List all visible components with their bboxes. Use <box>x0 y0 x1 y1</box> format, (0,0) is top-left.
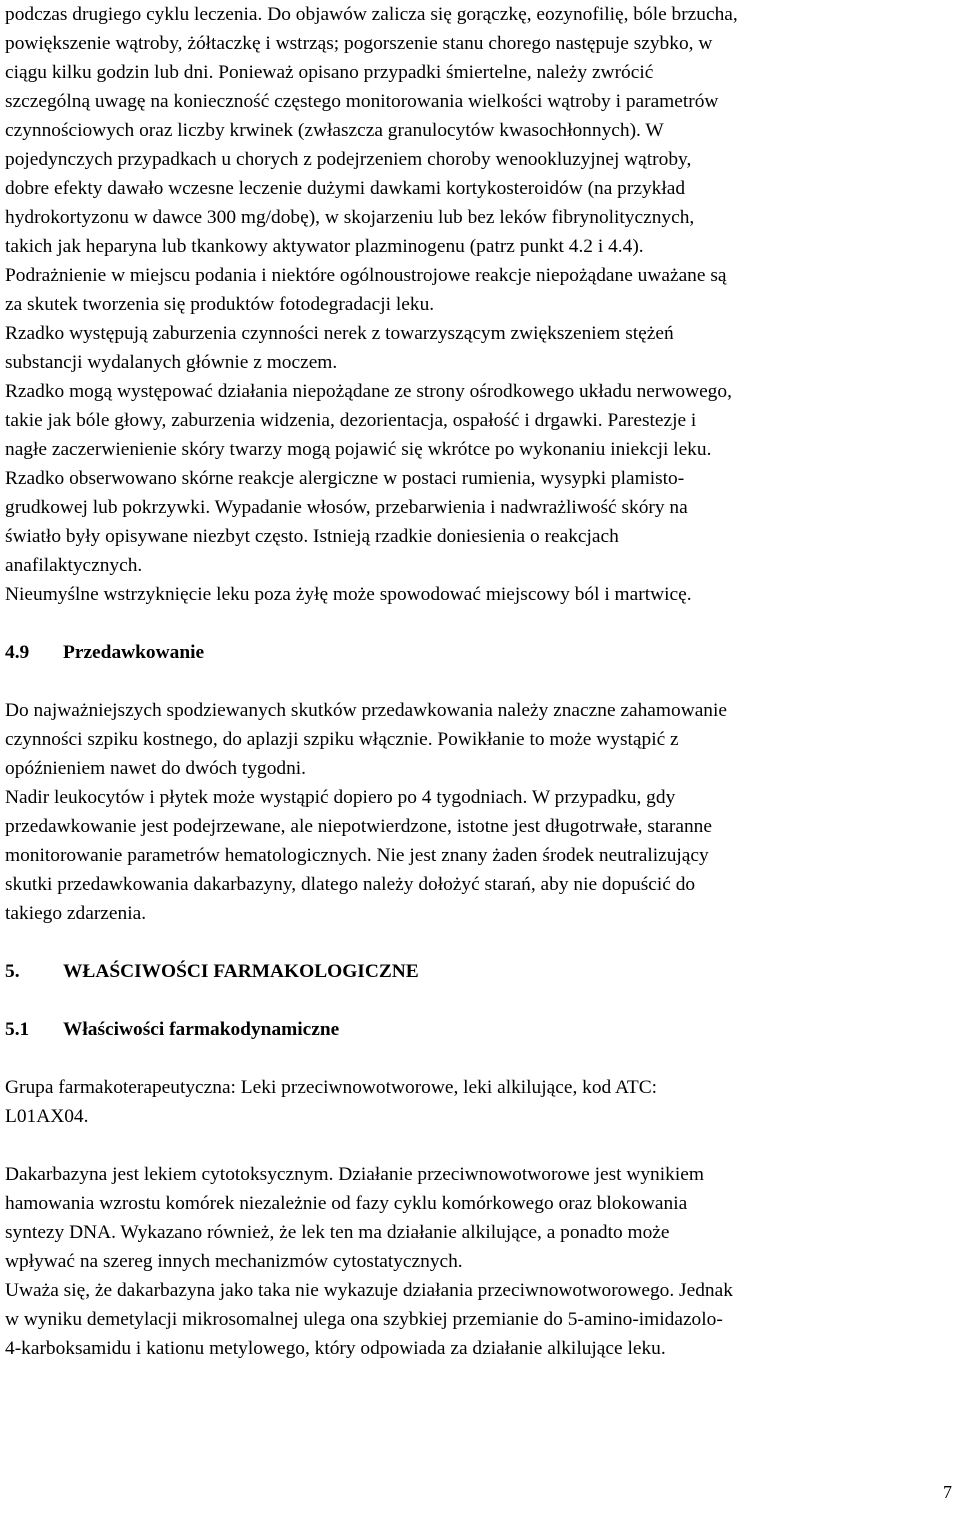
paragraph <box>5 0 955 261</box>
paragraph-spacer <box>5 928 955 957</box>
paragraph <box>5 1276 955 1363</box>
text-line: takie jak bóle głowy, zaburzenia widzenia, dezorientacja, ospałość i drgawki. Parestezje i <box>5 410 697 431</box>
section-number: 5.1 <box>5 1019 30 1040</box>
text-line: Dakarbazyna jest lekiem cytotoksycznym. Działanie przeciwnowotworowe jest wynikiem <box>5 1164 704 1185</box>
paragraph <box>5 696 955 783</box>
section-number: 4.9 <box>5 642 30 663</box>
text-line: wpływać na szereg innych mechanizmów cytostatycznych. <box>5 1251 463 1272</box>
text-line: syntezy DNA. Wykazano również, że lek ten ma działanie alkilujące, a ponadto może <box>5 1222 670 1243</box>
text-line: za skutek tworzenia się produktów fotodegradacji leku. <box>5 294 435 315</box>
text-line: Grupa farmakoterapeutyczna: Leki przeciwnowotworowe, leki alkilujące, kod ATC: <box>5 1077 658 1098</box>
text-line: takiego zdarzenia. <box>5 903 147 924</box>
section-title: Właściwości farmakodynamiczne <box>63 1019 340 1040</box>
section-number: 5. <box>5 961 20 982</box>
text-line: Nadir leukocytów i płytek może wystąpić dopiero po 4 tygodniach. W przypadku, gdy <box>5 787 676 808</box>
text-line: nagłe zaczerwienienie skóry twarzy mogą pojawić się wkrótce po wykonaniu iniekcji leku. <box>5 439 712 460</box>
paragraph-spacer <box>5 609 955 638</box>
paragraph-spacer <box>5 1044 955 1073</box>
text-line: Rzadko mogą występować działania niepożądane ze strony ośrodkowego układu nerwowego, <box>5 381 732 402</box>
section-title: Przedawkowanie <box>63 642 205 663</box>
paragraph <box>5 1160 955 1276</box>
text-line: pojedynczych przypadkach u chorych z podejrzeniem choroby wenookluzyjnej wątroby, <box>5 149 692 170</box>
text-line: dobre efekty dawało wczesne leczenie dużymi dawkami kortykosteroidów (na przykład <box>5 178 686 199</box>
text-line: substancji wydalanych głównie z moczem. <box>5 352 338 373</box>
document-page <box>5 0 955 1363</box>
section-heading <box>5 1015 955 1044</box>
text-line: Nieumyślne wstrzyknięcie leku poza żyłę może spowodować miejscowy ból i martwicę. <box>5 584 692 605</box>
text-line: Podrażnienie w miejscu podania i niektóre ogólnoustrojowe reakcje niepożądane uważane są <box>5 265 727 286</box>
text-line: hydrokortyzonu w dawce 300 mg/dobę), w skojarzeniu lub bez leków fibrynolitycznych, <box>5 207 695 228</box>
text-line: 4-karboksamidu i kationu metylowego, który odpowiada za działanie alkilujące leku. <box>5 1338 666 1359</box>
paragraph <box>5 319 955 377</box>
text-line: skutki przedawkowania dakarbazyny, dlatego należy dołożyć starań, aby nie dopuścić do <box>5 874 696 895</box>
paragraph <box>5 783 955 928</box>
text-line: Do najważniejszych spodziewanych skutków przedawkowania należy znaczne zahamowanie <box>5 700 727 721</box>
text-line: hamowania wzrostu komórek niezależnie od fazy cyklu komórkowego oraz blokowania <box>5 1193 688 1214</box>
text-line: w wyniku demetylacji mikrosomalnej ulega ona szybkiej przemianie do 5-amino-imidazolo- <box>5 1309 723 1330</box>
text-line: opóźnieniem nawet do dwóch tygodni. <box>5 758 307 779</box>
paragraph-spacer <box>5 1131 955 1160</box>
text-line: monitorowanie parametrów hematologicznych. Nie jest znany żaden środek neutralizujący <box>5 845 709 866</box>
text-line: powiększenie wątroby, żółtaczkę i wstrząs; pogorszenie stanu chorego następuje szybko, w <box>5 33 713 54</box>
text-line: ciągu kilku godzin lub dni. Ponieważ opisano przypadki śmiertelne, należy zwrócić <box>5 62 654 83</box>
paragraph-spacer <box>5 986 955 1015</box>
text-line: czynności szpiku kostnego, do aplazji szpiku włącznie. Powikłanie to może wystąpić z <box>5 729 679 750</box>
text-line: grudkowej lub pokrzywki. Wypadanie włosów, przebarwienia i nadwrażliwość skóry na <box>5 497 688 518</box>
text-line: L01AX04. <box>5 1106 89 1127</box>
section-title: WŁAŚCIWOŚCI FARMAKOLOGICZNE <box>63 961 419 982</box>
paragraph-spacer <box>5 667 955 696</box>
text-line: czynnościowych oraz liczby krwinek (zwłaszcza granulocytów kwasochłonnych). W <box>5 120 664 141</box>
text-line: szczególną uwagę na konieczność częstego monitorowania wielkości wątroby i parametrów <box>5 91 719 112</box>
text-line: Rzadko obserwowano skórne reakcje alergiczne w postaci rumienia, wysypki plamisto- <box>5 468 685 489</box>
page-number: 7 <box>943 1482 952 1502</box>
paragraph <box>5 377 955 580</box>
text-line: podczas drugiego cyklu leczenia. Do objawów zalicza się gorączkę, eozynofilię, bóle brzucha, <box>5 4 738 25</box>
text-line: Rzadko występują zaburzenia czynności nerek z towarzyszącym zwiększeniem stężeń <box>5 323 674 344</box>
text-line: Uważa się, że dakarbazyna jako taka nie wykazuje działania przeciwnowotworowego. Jednak <box>5 1280 733 1301</box>
paragraph <box>5 261 955 319</box>
paragraph <box>5 580 955 609</box>
section-heading <box>5 638 955 667</box>
text-line: anafilaktycznych. <box>5 555 143 576</box>
section-heading <box>5 957 955 986</box>
text-line: światło były opisywane niezbyt często. Istnieją rzadkie doniesienia o reakcjach <box>5 526 619 547</box>
paragraph <box>5 1073 955 1131</box>
text-line: takich jak heparyna lub tkankowy aktywator plazminogenu (patrz punkt 4.2 i 4.4). <box>5 236 644 257</box>
text-line: przedawkowanie jest podejrzewane, ale niepotwierdzone, istotne jest długotrwałe, staranne <box>5 816 712 837</box>
